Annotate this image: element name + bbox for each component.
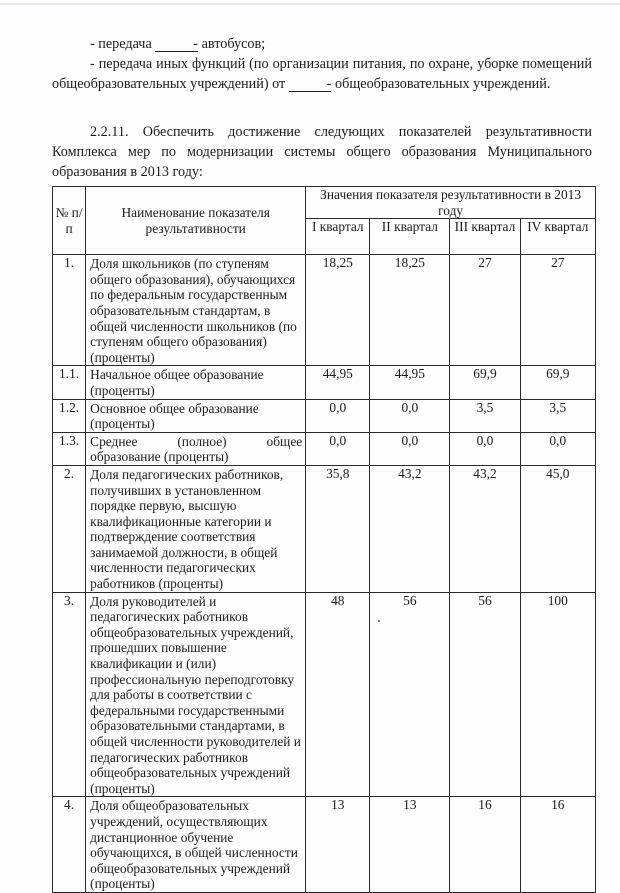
row-name: Доля общеобразовательных учреждений, осуществляющих дистанционное обучение обучающихся, в общей численности общеобразовательных учреждений (проценты): [86, 797, 306, 893]
row-q3: 3,5: [450, 399, 520, 432]
row-q4: 69,9: [520, 366, 595, 399]
header-q4: IV квартал: [520, 219, 595, 255]
row-num: 4.: [53, 797, 86, 893]
row-q4: 0,0: [520, 432, 595, 465]
row-name: Начальное общее образование (проценты): [86, 366, 306, 399]
blank-institution-count: -: [289, 77, 332, 92]
row-q1: 35,8: [306, 465, 370, 592]
row-q3: 27: [450, 255, 520, 366]
header-q2: II квартал: [370, 219, 450, 255]
table-row: [53, 432, 596, 465]
header-q1: I квартал: [306, 219, 370, 255]
line-bus-transfer: - передача - автобусов;: [90, 36, 266, 52]
row-num: 1.1.: [53, 366, 86, 399]
row-name: Доля педагогических работников, получивших в установленном порядке первую, высшую квалификационные категории и подтверждение соответствия занимаемой должности, в общей численности педагогических работников (проценты): [86, 465, 306, 592]
scan-speck: [378, 620, 380, 622]
header-name: Наименование показателя результативности: [86, 187, 306, 255]
section-text: Обеспечить достижение следующих показателей результативности Комплекса мер по модернизации системы общего образования Муниципального образования в 2013 году:: [52, 124, 592, 180]
table-row: [53, 366, 596, 399]
table-row: [53, 797, 596, 893]
row-q2: 56: [370, 592, 450, 797]
row-num: 1.: [53, 255, 86, 366]
row-q3: 43,2: [450, 465, 520, 592]
row-q2: 44,95: [370, 366, 450, 399]
row-q2: 13: [370, 797, 450, 893]
blank-bus-count: -: [155, 37, 198, 52]
table-row: [53, 399, 596, 432]
row-q4: 100: [520, 592, 595, 797]
row-q4: 27: [520, 255, 595, 366]
row-name: Основное общее образование (проценты): [86, 399, 306, 432]
table-row: [53, 592, 596, 797]
row-q1: 13: [306, 797, 370, 893]
row-q4: 16: [520, 797, 595, 893]
header-values-group: Значения показателя результативности в 2013 году: [306, 187, 596, 219]
row-name: Среднее (полное) общее образование (проценты): [86, 432, 306, 465]
scan-edge: [0, 3, 620, 5]
row-q2: 0,0: [370, 399, 450, 432]
row-q2: 0,0: [370, 432, 450, 465]
row-q3: 56: [450, 592, 520, 797]
performance-indicators-table: [52, 186, 596, 893]
row-q4: 45,0: [520, 465, 595, 592]
table-row: [53, 465, 596, 592]
row-q2: 43,2: [370, 465, 450, 592]
row-q3: 16: [450, 797, 520, 893]
row-q3: 69,9: [450, 366, 520, 399]
row-num: 1.3.: [53, 432, 86, 465]
section-2-2-11: [52, 122, 592, 182]
row-q1: 48: [306, 592, 370, 797]
header-q3: III квартал: [450, 219, 520, 255]
line-other-functions: - передача иных функций (по организации питания, по охране, уборке помещений общеобразовательных учреждений) от - общеобразовательных учреждений.: [52, 56, 592, 92]
row-q1: 18,25: [306, 255, 370, 366]
row-q1: 0,0: [306, 432, 370, 465]
row-name: Доля руководителей и педагогических работников общеобразовательных учреждений, прошедших повышение квалификации и (или) профессиональную переподготовку для работы в соответствии с федеральными государственными образовательными стандартами, в общей численности руководителей и педагогических работников общеобразовательных учреждений (проценты): [86, 592, 306, 797]
row-name: Доля школьников (по ступеням общего образования), обучающихся по федеральным государственным образовательным стандартам, в общей численности школьников (по ступеням общего образования) (проценты): [86, 255, 306, 366]
row-q1: 0,0: [306, 399, 370, 432]
table-row: [53, 255, 596, 366]
row-q3: 0,0: [450, 432, 520, 465]
row-num: 3.: [53, 592, 86, 797]
row-q4: 3,5: [520, 399, 595, 432]
row-q2: 18,25: [370, 255, 450, 366]
header-num: № п/п: [53, 187, 86, 255]
section-number: 2.2.11.: [90, 124, 129, 140]
row-num: 2.: [53, 465, 86, 592]
row-q1: 44,95: [306, 366, 370, 399]
row-num: 1.2.: [53, 399, 86, 432]
